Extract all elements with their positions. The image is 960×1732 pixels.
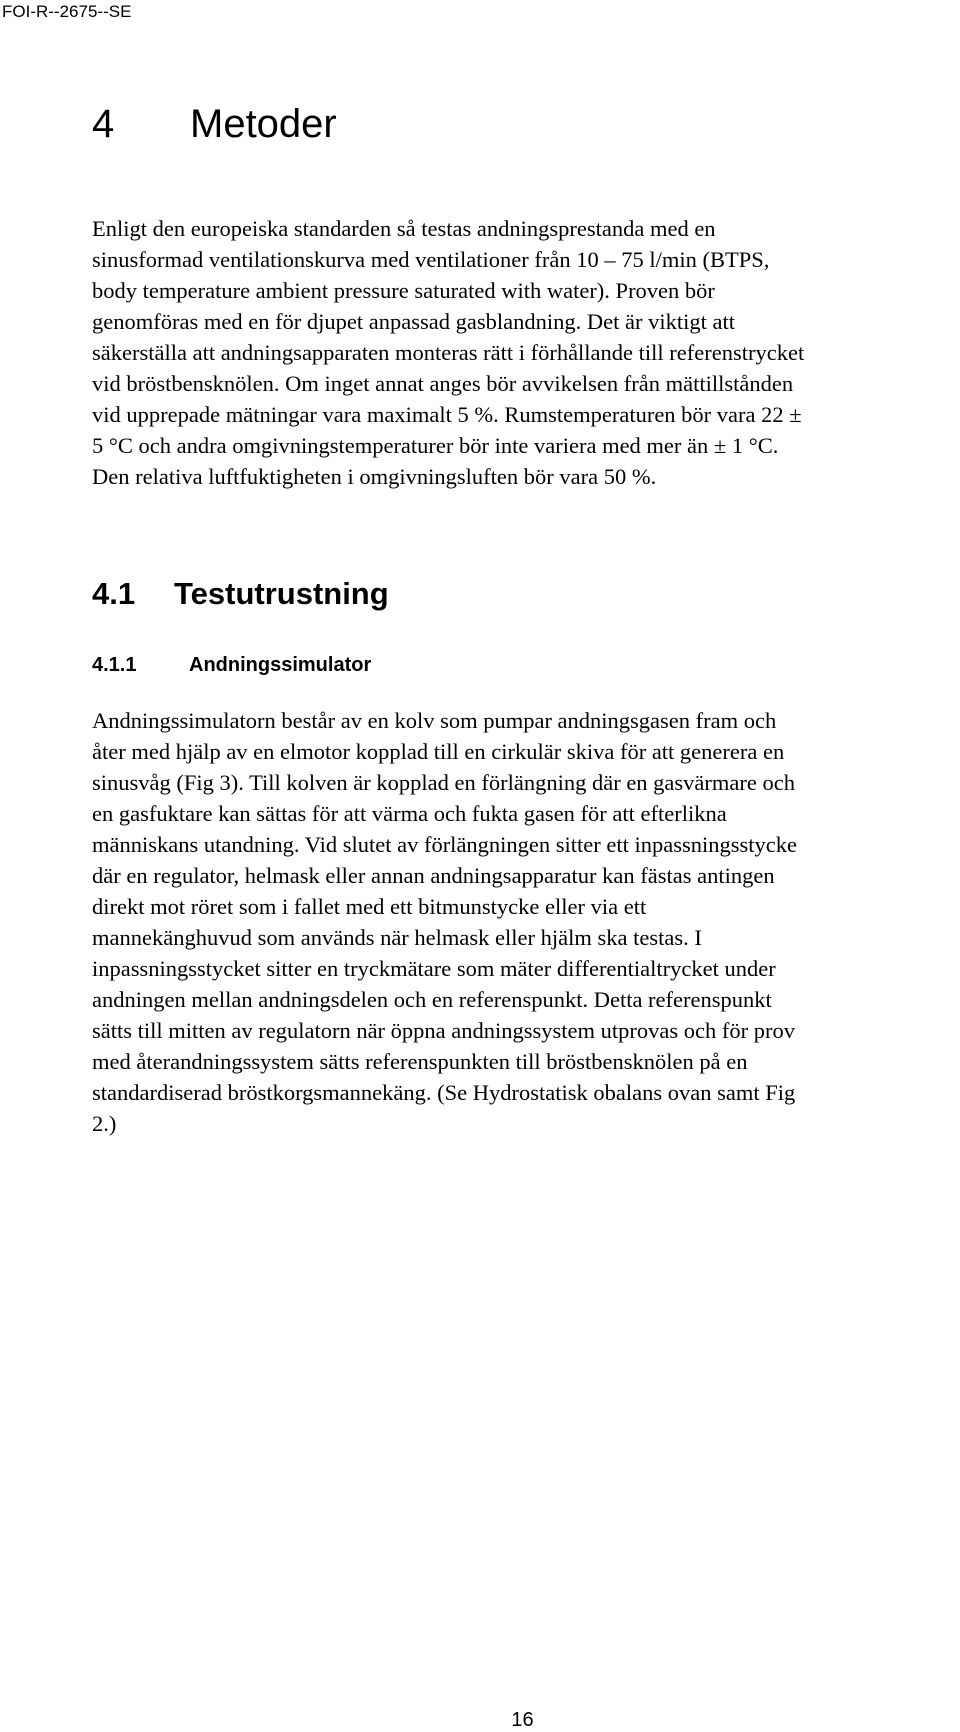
paragraph-line: vid bröstbensknölen. Om inget annat anges bör avvikelsen från mättillstånden: [92, 371, 794, 396]
section-4-heading: [92, 100, 337, 148]
section-4-1-1-heading: [92, 652, 371, 678]
paragraph-line: 5 °C och andra omgivningstemperaturer bör inte variera med mer än ± 1 °C.: [92, 433, 779, 458]
section-number: 4: [92, 102, 115, 146]
paragraph-line: vid upprepade mätningar vara maximalt 5 %. Rumstemperaturen bör vara 22 ±: [92, 402, 802, 427]
section-title: Testutrustning: [174, 576, 389, 611]
section-4-1-heading: [92, 575, 389, 613]
paragraph-line: med återandningssystem sätts referenspunkten till bröstbensknölen på en: [92, 1049, 748, 1074]
paragraph-line: människans utandning. Vid slutet av förlängningen sitter ett inpassningsstycke: [92, 832, 798, 857]
paragraph-line: andningen mellan andningsdelen och en referenspunkt. Detta referenspunkt: [92, 987, 772, 1012]
paragraph-line: genomföras med en för djupet anpassad gasblandning. Det är viktigt att: [92, 309, 735, 334]
paragraph-line: direkt mot röret som i fallet med ett bitmunstycke eller via ett: [92, 894, 647, 919]
breathing-simulator-paragraph: [92, 705, 797, 1139]
paragraph-line: sätts till mitten av regulatorn när öppna andningssystem utprovas och för prov: [92, 1018, 795, 1043]
paragraph-line: Enligt den europeiska standarden så testas andningsprestanda med en: [92, 216, 716, 241]
paragraph-line: säkerställa att andningsapparaten monteras rätt i förhållande till referenstrycket: [92, 340, 805, 365]
paragraph-line: mannekänghuvud som används när helmask eller hjälm ska testas. I: [92, 925, 702, 950]
paragraph-line: Den relativa luftfuktigheten i omgivningsluften bör vara 50 %.: [92, 464, 657, 489]
paragraph-line: body temperature ambient pressure saturated with water). Proven bör: [92, 278, 715, 303]
page-number: 16: [511, 1709, 534, 1731]
paragraph-line: inpassningsstycket sitter en tryckmätare som mäter differentialtrycket under: [92, 956, 776, 981]
section-title: Andningssimulator: [189, 654, 372, 676]
paragraph-line: sinusvåg (Fig 3). Till kolven är kopplad en förlängning där en gasvärmare och: [92, 770, 795, 795]
section-title: Metoder: [190, 102, 337, 146]
section-number: 4.1.1: [92, 654, 137, 676]
paragraph-line: 2.): [92, 1111, 117, 1136]
paragraph-line: Andningssimulatorn består av en kolv som pumpar andningsgasen fram och: [92, 708, 777, 733]
paragraph-line: standardiserad bröstkorgsmannekäng. (Se Hydrostatisk obalans ovan samt Fig: [92, 1080, 796, 1105]
section-number: 4.1: [92, 576, 136, 611]
report-id: FOI-R--2675--SE: [2, 2, 132, 21]
paragraph-line: sinusformad ventilationskurva med ventilationer från 10 – 75 l/min (BTPS,: [92, 247, 770, 272]
paragraph-line: åter med hjälp av en elmotor kopplad till en cirkulär skiva för att generera en: [92, 739, 785, 764]
methods-paragraph: [92, 213, 804, 492]
paragraph-line: en gasfuktare kan sättas för att värma och fukta gasen för att efterlikna: [92, 801, 727, 826]
paragraph-line: där en regulator, helmask eller annan andningsapparatur kan fästas antingen: [92, 863, 775, 888]
